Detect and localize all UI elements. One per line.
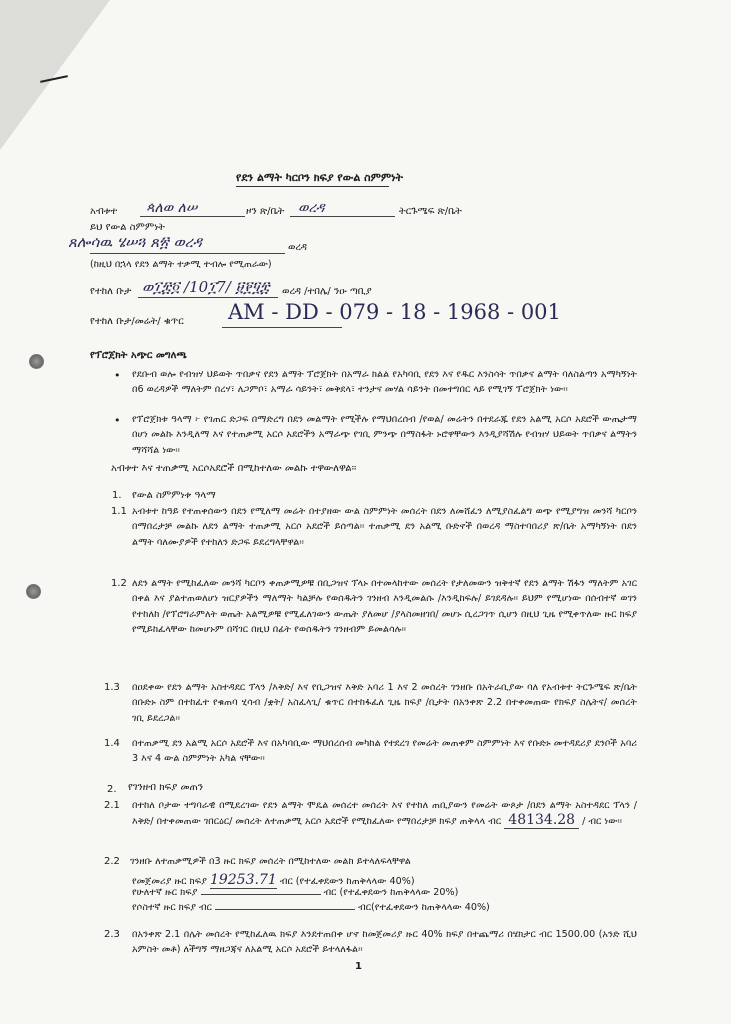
clause-number: 1.3 bbox=[104, 682, 120, 693]
payment-amount-handwritten: 19253.71 bbox=[209, 872, 277, 888]
house-tail: ወረዳ /ተበሌ/ ንዑ ጣቢያ bbox=[282, 286, 372, 297]
document-title: የደን ልማት ካርቦን ክፍያ የውል ስምምነት bbox=[236, 171, 403, 184]
clause-number: 2.1 bbox=[104, 800, 120, 811]
payment-row-3 bbox=[132, 902, 490, 913]
payment-note: ብር (የተፈቀደውን ከጠቅላላው 40%) bbox=[279, 876, 415, 887]
intro-line: ይህ የውል ስምምነት bbox=[90, 222, 165, 233]
payment-note: ብር(የተፈቀደውን ከጠቅላላው 40%) bbox=[358, 902, 490, 913]
signer-note: (ከዚህ በኋላ የደን ልማት ተቃሚ ተብሎ የሚጠራው) bbox=[90, 259, 272, 270]
house-handwritten: ወ፲፰፬ /10፲7/ ፱፻፶፰ bbox=[142, 278, 270, 296]
section-title: የውል ስምምነቱ ዓላማ bbox=[132, 490, 216, 501]
project-heading: የፕሮጀክት አጭር መግለጫ bbox=[90, 350, 187, 361]
section-number: 1. bbox=[112, 490, 122, 501]
bullet-item: የፕሮጀክቱ ዓላማ ፦ የገጠር ድጋፍ በማድረግ በደን መልማት የሚችሉ የማህበረሰብ /የወል/ መሬትን በተደራጁ የደን አልሚ አርሶ አደሮች ውጤታማ በሆነ መልኩ እንዲለማ እና የተጠቃሚ አርሶ አደሮችን አማራጭ የገቢ ምንጭ በማስፋት ኑሮዋቸውን እንዲያሻሽሉ የብዝሃ ህይወት ጥበቃና ልማትን ማሻሻል ነው፡፡ bbox=[132, 414, 637, 456]
payment-label: የሁለተኛ ዙር ክፍያ bbox=[132, 887, 198, 898]
clause-text-tail: / ብር ነው፡፡ bbox=[582, 816, 622, 828]
title-underline bbox=[236, 186, 389, 187]
punch-hole bbox=[29, 354, 44, 369]
clause-text: በአንቀጽ 2.1 በሌት መሰረት የሚከፈለዉ ክፍያ እንደተጠበቀ ሆኖ ከመጀመሪያ ዙር 40% ክፍያ በተጨማሪ በሄክታር ብር 1500.00 (አንድ ሺህ አምስት መቶ) ለችግኝ ማዘጋጃና ለአልሚ አርሶ አደሮች ይተላለፋል፡፡ bbox=[132, 929, 637, 956]
payment-note: ብር (የተፈቀደውን ከጠቅላላው 20%) bbox=[323, 887, 459, 898]
payment-amount-blank bbox=[201, 894, 321, 895]
section-title: የገንዘብ ክፍያ መጠን bbox=[128, 782, 204, 793]
clause-text bbox=[132, 798, 637, 830]
party1-tail2: ትርጉሜፍ ጽ/ቤት bbox=[399, 206, 462, 217]
underline bbox=[140, 216, 245, 217]
payment-label: የሶስተኛ ዙር ክፍያ ብር bbox=[132, 902, 212, 913]
code-handwritten: AM - DD - 079 - 18 - 1968 - 001 bbox=[228, 300, 561, 324]
underline bbox=[90, 253, 285, 254]
total-amount-handwritten: 48134.28 bbox=[504, 812, 579, 829]
clause-text: በተጠቃሚ ደን አልሚ አርሶ አደሮች እና በአካባቢው ማህበረሰብ መካከል የተደረገ የመሬት መጠቀም ስምምነት እና የቡድኑ መተዳደሪያ ደንቦች አባሪ 3 እና 4 ውል ስምምነት አካል ናቸው፡፡ bbox=[132, 738, 637, 765]
signer-handwritten: ጸሎሳዉ ሄሠጓ ጸ፳ ወረዳ bbox=[68, 233, 202, 251]
party1-label: አብቱተ bbox=[90, 206, 118, 217]
clause-number: 1.4 bbox=[104, 738, 120, 749]
code-label: የተከለ ቡታ/መሬት/ ቁጥር bbox=[90, 316, 184, 327]
clause-number: 1.2 bbox=[111, 578, 127, 589]
signer-label: ወረዳ bbox=[288, 242, 307, 253]
punch-hole bbox=[26, 584, 41, 599]
clause-text: ለደን ልማት የሚከፈለው መንሻ ካርቦን ቀጠቃሚዎቹ በቢጋዝና ፕላኑ በተመላከተው መሰረት የታለመውን ዝቅተኛ የደን ልማት ሽፋን ማለትም አገር በቀል እና ያልተጠወለሆነ ዝርያዎችን ማለማት ካልቻሉ የወሰዱትን ገንዘብ እንዲመልሱ /እንዲከፍሉ/ ይገደዳሉ፡፡ ይህም የሚሆነው በሰብተኛ ወገን የተከለከ /የፕሮግራምለት ወጤት አልሚዎቹ የሚፈለገውን ውጤት ያለመሆ /ያላስመዘገበ/ መሆኑ ሲረጋገጥ ሲሆን በዚህ ጊዜ የሚቀጥለው ዙር ክፍያ የሚይከፈላቸው ከመሆኑም በሻገር በዚህ በፊት የወሰዱትን ገንዘብም ይመልሳሉ፡፡ bbox=[132, 578, 637, 636]
clause-number: 1.1 bbox=[111, 506, 127, 517]
house-label: የተከለ ቡታ bbox=[90, 286, 132, 297]
payment-amount-blank bbox=[215, 909, 355, 910]
bullet-item: የደቡብ ወሎ የብዝሃ ህይወት ጥበቃና የደን ልማት ፕሮጀክት በአማራ ክልል የአካባቢ የደን እና የዱር እንስሳት ጥበቃና ልማት ባለስልጣን አማካኝነት በ6 ወረዳዎች ማለትም በረሃ፣ ለጋምቦ፣ አማራ ሳይንት፣ መቅደላ፣ ተንታና መሃል ሳይንት በመተግበር ላይ የሚገኝ ፕሮጀክት ነው፡፡ bbox=[132, 369, 638, 396]
page-number: 1 bbox=[355, 961, 362, 972]
clause-text: ገንዘቡ ለተጠቃሚዎች በ3 ዙር ክፍያ መሰረት በሚከተለው መልክ ይተላለፍላቸዋል bbox=[130, 856, 411, 867]
folded-corner bbox=[0, 0, 110, 150]
party1-handwritten-2: ወረዳ bbox=[298, 200, 325, 216]
underline bbox=[222, 327, 342, 328]
payment-row-2 bbox=[132, 887, 458, 898]
party1-handwritten: ጳለወ ለሠ bbox=[146, 200, 198, 216]
underline bbox=[138, 297, 278, 298]
party1-tail: ዞን ጽ/ቤት bbox=[246, 206, 285, 217]
underline bbox=[290, 216, 395, 217]
bullet-dot: • bbox=[114, 369, 121, 382]
section-number: 2. bbox=[107, 784, 117, 795]
agreement-intro: አብቱተ እና ተጠቃሚ አርሶአደሮች በሚከተለው መልኩ ተዋውለዋል፡፡ bbox=[111, 463, 357, 474]
clause-number: 2.3 bbox=[104, 929, 120, 940]
clause-text-body: በተከለ ቦታው ተግባራዊ በሚደረገው የደን ልማት ሞዴል መሰረተ መሰረት እና የተከለ ጠቢያውን የመሬት ውጶታ /በደን ልማት አስተዳደር ፕላን /እቅድ/ በተቀመጠው ገበርዕር/ መሰረት ለተጠቃሚ አርሶ አደሮች የሚከፈለው የማበረታቻ ክፍያ ጠቅላላ ብር bbox=[132, 800, 637, 828]
clause-text: አብቱተ ከዓይ የተጠቀሰውን በደን የሚለማ መሬት በተያዘው ውል ስምምነት መሰረት በደን ለመሸፈን ለሚያስፈልግ ወጭ የሚያግዝ መንሻ ካርቦን በማበረታቻ መልኩ ለደን ልማት ተጠቃሚ አርሶ አደሮች ይሰጣል፡፡ ተጠቃሚ ደን አልሚ ቡድኖች በወረዳ ማስተባበሪያ ጽ/ቤት አማካኝነት በደን ልማት ባለሙያዎች የተከለን ድጋፍ ይደረግላቸዋል፡፡ bbox=[132, 506, 637, 548]
bullet-dot: • bbox=[114, 414, 121, 427]
clause-number: 2.2 bbox=[104, 856, 120, 867]
clause-text: በዐደቀው የደን ልማት አስተዳደር ፕላን /እቅድ/ እና የቢጋዝና እቅድ አባሪ 1 እና 2 መሰረት ገንዘቡ በአትራቢያው ባለ የአብቱተ ትርጉሜፍ ጽ/ቤት በቡድኑ ስም በተከፈተ የቁጠባ ሂሳብ /ቋት/ አስፈላጊ/ ቁጥር በተከፋፈለ ጊዜ ክፍያ /ቢታት በአንቀጽ 2.2 በተቀመጠው የክፍያ ስሌትና/ መሰረት ገቢ ይደረጋል፡፡ bbox=[132, 682, 637, 724]
payment-label: የመጀመሪያ ዙር ክፍያ bbox=[132, 876, 207, 887]
